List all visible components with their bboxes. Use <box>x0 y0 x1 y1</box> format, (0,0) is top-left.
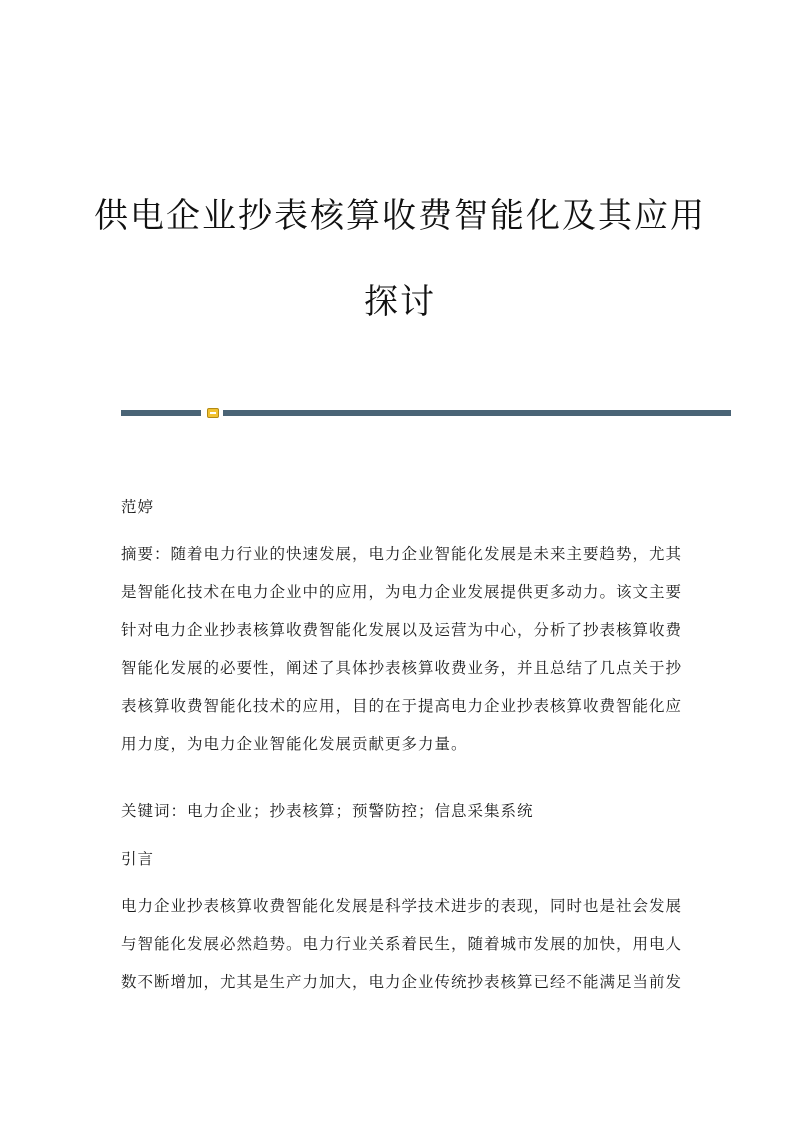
divider-bar-right <box>223 410 731 416</box>
title-divider <box>121 408 731 416</box>
document-title-line-2: 探讨 <box>364 282 436 322</box>
abstract-line: 表核算收费智能化技术的应用，目的在于提高电力企业抄表核算收费智能化应 <box>121 697 683 715</box>
divider-emblem-icon <box>207 408 219 418</box>
abstract-line: 摘要：随着电力行业的快速发展，电力企业智能化发展是未来主要趋势，尤其 <box>121 545 683 563</box>
author-name: 范婷 <box>121 498 155 516</box>
document-title-line-1: 供电企业抄表核算收费智能化及其应用 <box>94 196 706 236</box>
intro-line: 数不断增加，尤其是生产力加大，电力企业传统抄表核算已经不能满足当前发 <box>121 973 683 991</box>
intro-line: 与智能化发展必然趋势。电力行业关系着民生，随着城市发展的加快，用电人 <box>121 935 683 953</box>
abstract-paragraph <box>121 535 681 763</box>
abstract-line: 是智能化技术在电力企业中的应用，为电力企业发展提供更多动力。该文主要 <box>121 583 683 601</box>
keywords: 关键词：电力企业；抄表核算；预警防控；信息采集系统 <box>121 802 534 820</box>
intro-paragraph <box>121 887 681 1001</box>
abstract-line: 针对电力企业抄表核算收费智能化发展以及运营为中心，分析了抄表核算收费 <box>121 621 683 639</box>
abstract-line: 用力度，为电力企业智能化发展贡献更多力量。 <box>121 735 468 753</box>
intro-heading: 引言 <box>121 850 155 868</box>
abstract-line: 智能化发展的必要性，阐述了具体抄表核算收费业务，并且总结了几点关于抄 <box>121 659 683 677</box>
divider-bar-left <box>121 410 201 416</box>
intro-line: 电力企业抄表核算收费智能化发展是科学技术进步的表现，同时也是社会发展 <box>121 897 683 915</box>
